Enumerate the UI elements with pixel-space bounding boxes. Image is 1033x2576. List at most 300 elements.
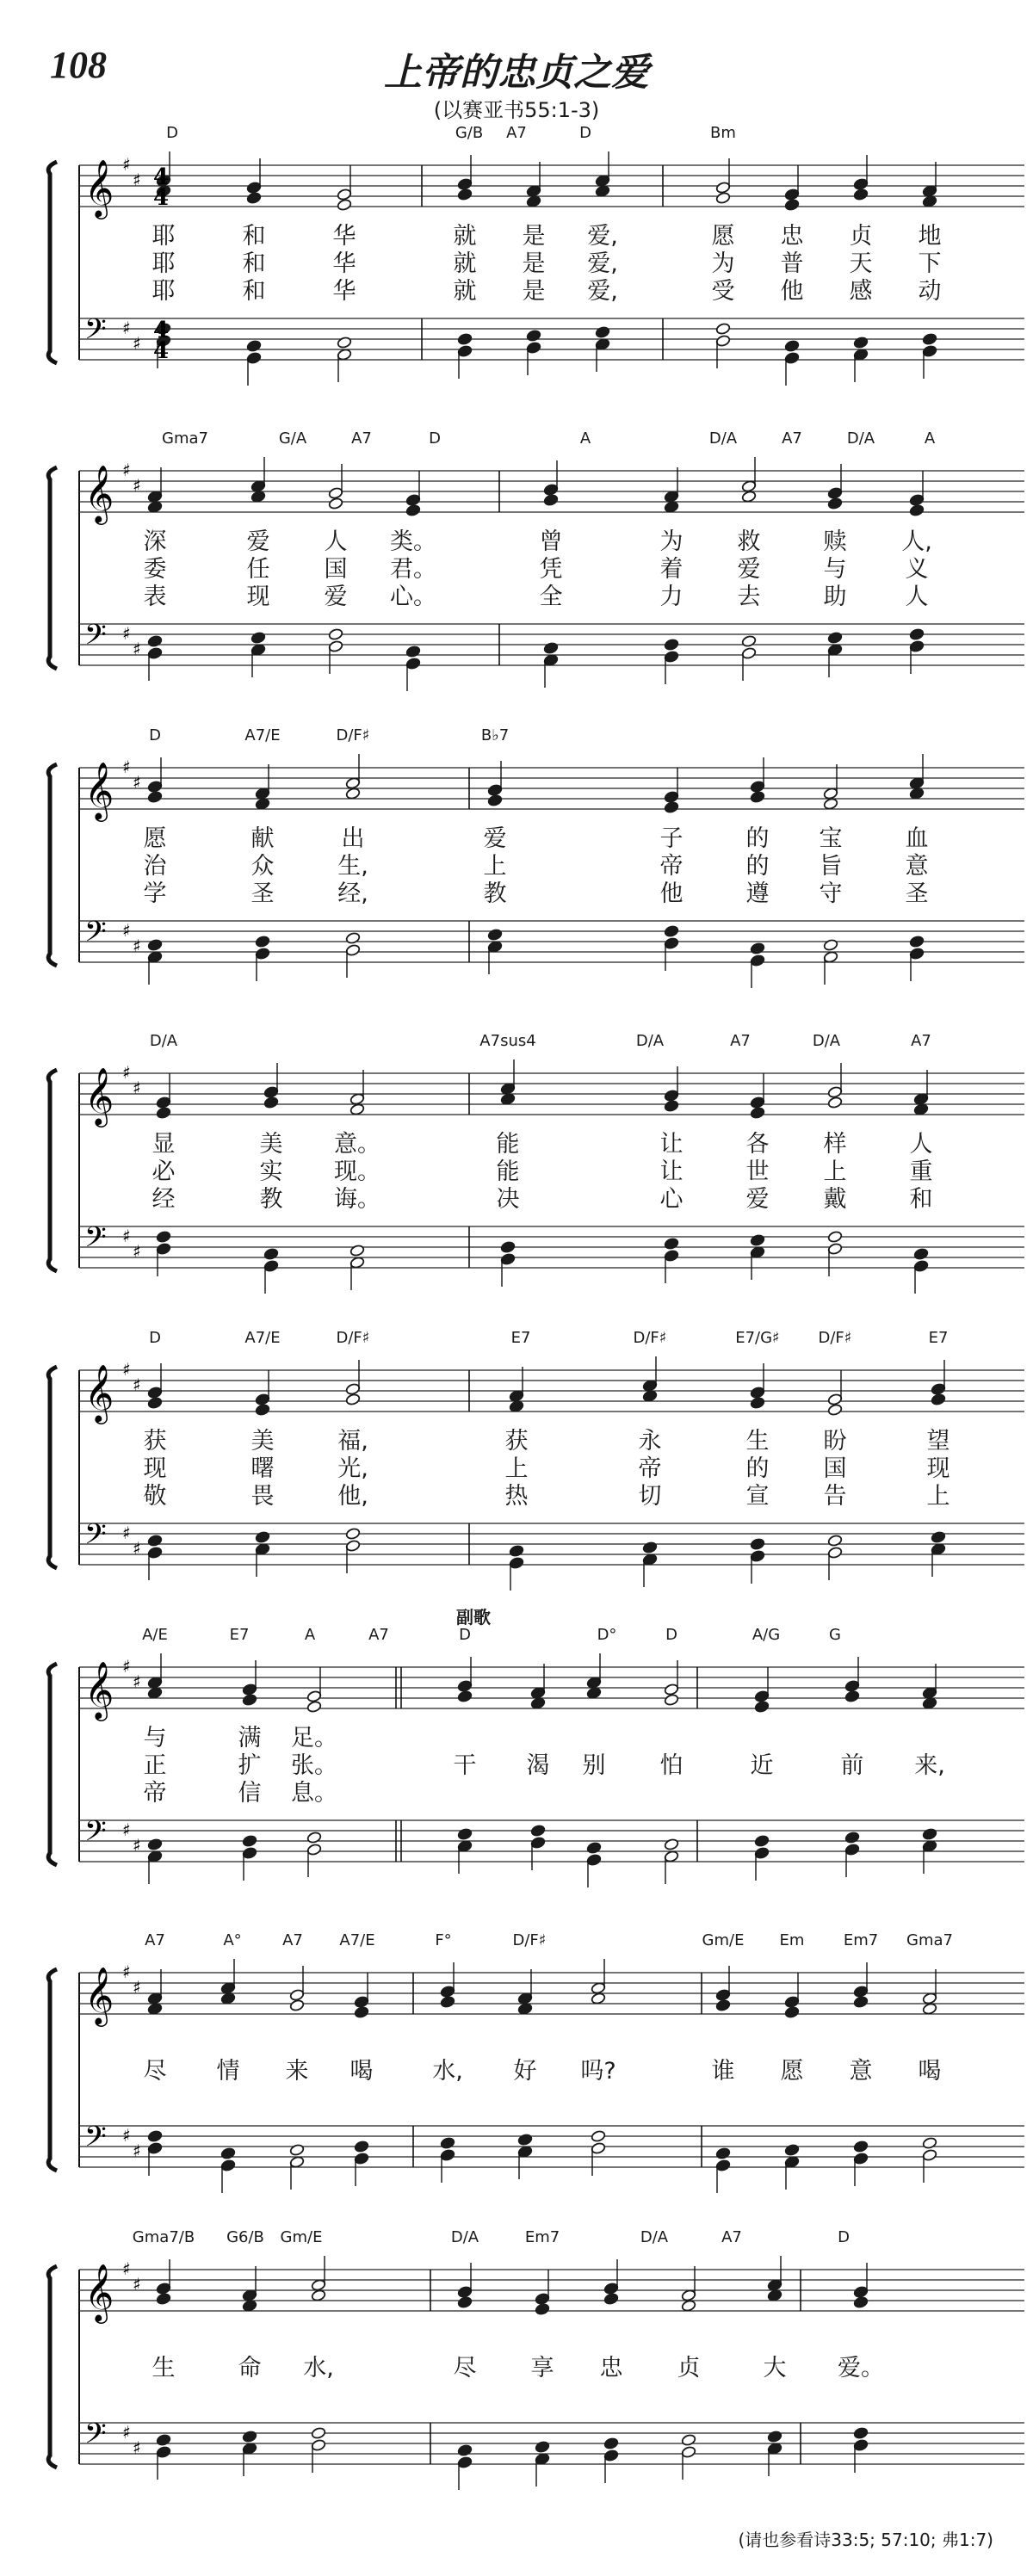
chord-symbol: B♭7: [480, 726, 510, 744]
bass-note: [242, 1835, 257, 1881]
lyric-verse-1: 爱,: [587, 223, 618, 250]
lyric-verse-3: 他: [780, 278, 804, 305]
bass-note: [147, 2130, 163, 2176]
lyric-verse-1: 命: [238, 2355, 262, 2381]
lyric-verse-1: 宝: [819, 825, 843, 852]
lyric-verse-2: 的: [745, 1455, 770, 1482]
lyric-verse-1: 让: [659, 1131, 684, 1158]
treble-staff: [79, 1356, 1024, 1416]
chord-symbol: A7: [782, 429, 802, 448]
chord-symbol: A7: [911, 1032, 931, 1050]
sharp-icon: ♯: [122, 1961, 131, 1982]
lyric-verse-3: 上: [926, 1483, 950, 1510]
bass-note: [242, 2431, 257, 2476]
lyric-verse-1: 吗?: [580, 2058, 616, 2085]
chord-symbol: G/A: [278, 429, 307, 448]
bass-note: [750, 1538, 765, 1584]
lyric-verse-3: 人: [905, 584, 929, 610]
lyric-verse-3: 遵: [745, 880, 770, 907]
treble-note: [345, 1360, 361, 1405]
lyric-verse-1: 喝: [918, 2058, 942, 2085]
chord-symbol: G/B: [455, 124, 484, 142]
treble-note: [543, 460, 559, 506]
treble-note: [827, 1370, 843, 1416]
lyric-verse-2: 华: [332, 250, 356, 277]
lyric-verse-2: 上: [483, 853, 507, 880]
bass-note: [440, 2137, 455, 2183]
bass-note: [509, 1545, 524, 1591]
chord-symbol: E7: [229, 1626, 250, 1644]
lyric-verse-2: 众: [251, 853, 275, 880]
sharp-icon: ♯: [133, 333, 141, 354]
bass-note: [853, 2427, 869, 2473]
lyric-verse-2: 任: [246, 556, 270, 583]
lyric-verse-1: 样: [823, 1131, 847, 1158]
lyric-verse-3: 受: [711, 278, 735, 305]
bass-note: [922, 1828, 937, 1874]
chord-symbol: A7: [368, 1626, 389, 1644]
treble-note: [147, 1653, 163, 1699]
bass-clef-icon: 𝄢: [84, 1221, 107, 1261]
bass-note: [337, 337, 352, 382]
lyric-verse-1: 尽: [453, 2355, 477, 2381]
chord-symbol: D: [665, 1626, 677, 1644]
lyric-verse-3: 感: [849, 278, 873, 305]
bass-note: [750, 1234, 765, 1280]
treble-note: [931, 1360, 946, 1405]
lyric-verse-2: 耶: [152, 250, 176, 277]
treble-note: [517, 1969, 533, 2015]
chord-symbol: D: [459, 1626, 471, 1644]
lyric-verse-1: 永: [638, 1428, 662, 1455]
sharp-icon: ♯: [133, 475, 141, 496]
lyric-verse-1: 获: [143, 1428, 167, 1455]
lyric-verse-1: 深: [143, 528, 167, 555]
lyric-verse-3: 和: [242, 278, 266, 305]
sharp-icon: ♯: [122, 623, 131, 644]
treble-note: [220, 1959, 236, 2005]
lyric-verse-2: 义: [905, 556, 929, 583]
treble-note: [642, 1356, 658, 1402]
hymn-number: 108: [50, 44, 107, 86]
treble-note: [405, 471, 421, 516]
bass-note: [784, 2144, 800, 2190]
treble-note: [750, 1073, 765, 1119]
sharp-icon: ♯: [122, 1226, 131, 1246]
bass-note: [517, 2134, 533, 2179]
lyric-verse-1: 大: [763, 2355, 787, 2381]
bass-note: [147, 1838, 163, 1884]
lyric-verse-1: 曾: [539, 528, 563, 555]
bass-note: [595, 326, 610, 372]
chord-symbol: D: [149, 726, 161, 744]
treble-staff: [79, 151, 1024, 211]
bass-note: [664, 1238, 679, 1283]
chord-symbol: D: [579, 124, 591, 142]
chord-symbol: A7: [721, 2228, 742, 2246]
bass-clef-icon: 𝄢: [84, 2121, 107, 2160]
sharp-icon: ♯: [122, 757, 131, 777]
chord-symbol: Gma7: [906, 1931, 953, 1949]
bass-staff: [79, 2423, 1024, 2490]
lyric-verse-1: 愿: [711, 223, 735, 250]
treble-note: [147, 1969, 163, 2015]
bass-note: [457, 2444, 473, 2490]
bass-clef-icon: 𝄢: [84, 916, 107, 955]
treble-staff: [79, 457, 1024, 516]
lyric-verse-3: 信: [238, 1780, 262, 1807]
lyric-verse-3: 表: [143, 584, 167, 610]
sharp-icon: ♯: [133, 1374, 141, 1395]
treble-note: [595, 151, 610, 197]
sharp-icon: ♯: [122, 1656, 131, 1677]
treble-staff: [79, 2256, 1024, 2315]
treble-note: [255, 1370, 270, 1416]
lyric-verse-1: 贞: [849, 223, 873, 250]
lyric-verse-3: 宣: [745, 1483, 770, 1510]
lyric-verse-2: 别: [582, 1752, 606, 1779]
chord-symbol: Gm/E: [702, 1931, 745, 1949]
lyric-verse-2: 上: [823, 1158, 847, 1185]
lyric-verse-2: 必: [152, 1158, 176, 1185]
bass-clef-icon: 𝄢: [84, 1518, 107, 1558]
sharp-icon: ♯: [133, 1671, 141, 1692]
bass-note: [754, 1835, 770, 1881]
bass-note: [345, 932, 361, 978]
treble-note: [922, 1664, 937, 1709]
treble-note: [922, 162, 937, 207]
lyric-verse-1: 地: [918, 223, 942, 250]
treble-note: [255, 764, 270, 810]
treble-note: [922, 1969, 937, 2015]
lyric-verse-3: 热: [504, 1483, 529, 1510]
chord-symbol: D/A: [812, 1032, 841, 1050]
chord-symbol: Gm/E: [280, 2228, 323, 2246]
chord-symbol: G6/B: [226, 2228, 264, 2246]
treble-staff: [79, 1653, 1024, 1713]
bass-note: [664, 639, 679, 684]
chord-symbol: Gma7/B: [132, 2228, 195, 2246]
bass-note: [354, 2140, 369, 2186]
treble-note: [767, 2256, 782, 2301]
bass-note: [251, 632, 266, 677]
sharp-icon: ♯: [122, 460, 131, 480]
lyric-verse-2: 来,: [914, 1752, 945, 1779]
chord-symbol: A7/E: [244, 726, 281, 744]
scripture-reference: (以赛亚书55:1-3): [433, 98, 600, 122]
lyric-verse-2: 光,: [337, 1455, 368, 1482]
treble-note: [526, 162, 541, 207]
bass-note: [767, 2431, 782, 2476]
music-system-3: [34, 723, 1024, 1020]
chord-symbol: D/F♯: [633, 1329, 667, 1347]
treble-staff: [79, 754, 1024, 813]
bass-note: [147, 635, 163, 681]
treble-clef-icon: 𝄞: [84, 464, 114, 522]
chord-symbol: D/A: [708, 429, 738, 448]
bass-note: [931, 1531, 946, 1577]
lyric-verse-2: 与: [823, 556, 847, 583]
treble-clef-icon: 𝄞: [84, 761, 114, 819]
lyric-verse-3: 爱: [324, 584, 348, 610]
lyric-verse-2: 曙: [251, 1455, 275, 1482]
chord-symbol: Bm: [710, 124, 736, 142]
lyric-verse-2: 近: [750, 1752, 774, 1779]
lyric-verse-2: 就: [453, 250, 477, 277]
bass-note: [255, 1531, 270, 1577]
treble-clef-icon: 𝄞: [84, 1660, 114, 1719]
chord-symbol: A: [304, 1626, 316, 1644]
system-bracket: [48, 1664, 57, 1865]
treble-note: [457, 1657, 473, 1702]
treble-note: [500, 1059, 516, 1105]
sharp-icon: ♯: [122, 2258, 131, 2279]
system-bracket: [48, 162, 57, 363]
lyric-verse-3: 教: [259, 1186, 283, 1213]
system-bracket: [48, 1070, 57, 1271]
lyric-verse-3: 畏: [251, 1483, 275, 1510]
lyric-verse-2: 正: [143, 1752, 167, 1779]
lyric-verse-3: 他,: [337, 1483, 368, 1510]
lyric-verse-2: 怕: [659, 1752, 684, 1779]
lyric-verse-3: 敬: [143, 1483, 167, 1510]
bass-note: [543, 642, 559, 688]
sharp-icon: ♯: [122, 1359, 131, 1380]
chord-symbol: A: [924, 429, 936, 448]
lyric-verse-2: 国: [823, 1455, 847, 1482]
bass-note: [306, 1832, 322, 1877]
chord-symbol: A7: [351, 429, 372, 448]
treble-note: [913, 1070, 929, 1115]
lyric-verse-2: 凭: [539, 556, 563, 583]
chord-symbol: Em7: [524, 2228, 560, 2246]
sharp-icon: ♯: [133, 2274, 141, 2295]
treble-clef-icon: 𝄞: [84, 1066, 114, 1125]
bass-note: [922, 333, 937, 379]
treble-note: [263, 1063, 279, 1109]
bass-note: [823, 939, 838, 985]
system-bracket: [48, 764, 57, 966]
chord-symbol: A/E: [142, 1626, 168, 1644]
lyric-verse-3: 华: [332, 278, 356, 305]
music-system-5: [34, 1325, 1024, 1622]
lyric-verse-1: 获: [504, 1428, 529, 1455]
bass-staff: [79, 1820, 1024, 1887]
lyric-verse-2: 委: [143, 556, 167, 583]
lyric-verse-1: 人: [909, 1131, 933, 1158]
bass-note: [909, 628, 925, 674]
bass-note: [853, 2140, 869, 2186]
chord-symbol: Em7: [843, 1931, 879, 1949]
chord-symbol: D/F♯: [336, 726, 370, 744]
bass-note: [909, 936, 925, 981]
treble-note: [147, 757, 163, 803]
bass-note: [741, 635, 757, 681]
lyric-verse-3: 是: [522, 278, 546, 305]
lyric-verse-2: 重: [909, 1158, 933, 1185]
bass-note: [526, 330, 541, 375]
sharp-icon: ♯: [133, 936, 141, 956]
lyric-verse-1: 救: [737, 528, 761, 555]
lyric-verse-3: 去: [737, 584, 761, 610]
bass-note: [681, 2434, 696, 2480]
lyric-verse-1: 显: [152, 1131, 176, 1158]
bass-note: [345, 1528, 361, 1573]
lyric-verse-1: 各: [745, 1131, 770, 1158]
treble-note: [354, 1973, 369, 2018]
lyric-verse-3: 动: [918, 278, 942, 305]
chord-symbol: E7: [510, 1329, 531, 1347]
treble-note: [509, 1367, 524, 1412]
lyric-verse-1: 赎: [823, 528, 847, 555]
lyric-verse-1: 来: [285, 2058, 309, 2085]
sharp-icon: ♯: [133, 1241, 141, 1262]
lyric-verse-3: 心: [659, 1186, 684, 1213]
lyric-verse-1: 望: [926, 1428, 950, 1455]
sharp-icon: ♯: [122, 1062, 131, 1083]
chord-symbol: D°: [597, 1626, 617, 1644]
lyric-verse-1: 足。: [291, 1725, 337, 1751]
bass-staff: [79, 921, 1024, 988]
bass-staff: [79, 318, 1024, 386]
lyric-verse-1: 类。: [390, 528, 436, 555]
treble-note: [664, 467, 679, 513]
lyric-verse-3: 守: [819, 880, 843, 907]
lyric-verse-2: 君。: [390, 556, 436, 583]
bass-note: [487, 929, 503, 974]
lyric-verse-1: 生: [152, 2355, 176, 2381]
sharp-icon: ♯: [122, 2422, 131, 2443]
lyric-verse-3: 爱,: [587, 278, 618, 305]
footer-note: (请也参看诗33:5; 57:10; 弗1:7): [738, 2530, 993, 2550]
lyric-verse-2: 干: [453, 1752, 477, 1779]
music-system-2: [34, 426, 1024, 723]
lyric-verse-3: 力: [659, 584, 684, 610]
lyric-verse-1: 能: [496, 1131, 520, 1158]
lyric-verse-1: 尽: [143, 2058, 167, 2085]
bass-note: [922, 2137, 937, 2183]
bass-note: [827, 1231, 843, 1276]
system-bracket: [48, 1969, 57, 2171]
lyric-verse-2: 为: [711, 250, 735, 277]
lyric-verse-1: 血: [905, 825, 929, 852]
treble-note: [909, 754, 925, 800]
chord-symbol: A7/E: [339, 1931, 375, 1949]
bass-note: [535, 2441, 550, 2486]
bass-note: [913, 1248, 929, 1294]
time-signature: 4: [153, 185, 170, 211]
bass-note: [405, 646, 421, 691]
lyric-verse-2: 国: [324, 556, 348, 583]
lyric-verse-2: 实: [259, 1158, 283, 1185]
chord-symbol: D: [429, 429, 441, 448]
lyric-verse-1: 耶: [152, 223, 176, 250]
chord-symbol: A7: [145, 1931, 165, 1949]
sharp-icon: ♯: [122, 154, 131, 175]
treble-note: [535, 2270, 550, 2315]
lyric-verse-3: 现: [246, 584, 270, 610]
treble-note: [784, 165, 800, 211]
time-signature: 4: [153, 338, 170, 364]
lyric-verse-1: 华: [332, 223, 356, 250]
lyric-verse-3: 他: [659, 880, 684, 907]
sharp-icon: ♯: [122, 920, 131, 941]
treble-clef-icon: 𝄞: [84, 1966, 114, 2024]
lyric-verse-2: 现: [926, 1455, 950, 1482]
bass-note: [147, 1535, 163, 1580]
bass-note: [457, 1828, 473, 1874]
lyric-verse-1: 享: [530, 2355, 554, 2381]
chord-symbol: D/F♯: [818, 1329, 852, 1347]
lyric-verse-1: 意。: [334, 1131, 380, 1158]
lyric-verse-3: 就: [453, 278, 477, 305]
chord-symbol: A: [579, 429, 591, 448]
chord-symbol: A7: [282, 1931, 303, 1949]
treble-note: [741, 457, 757, 503]
sharp-icon: ♯: [133, 2140, 141, 2161]
lyric-verse-3: 心。: [390, 584, 436, 610]
treble-note: [251, 457, 266, 503]
lyric-verse-3: 戴: [823, 1186, 847, 1213]
lyric-verse-2: 前: [840, 1752, 864, 1779]
chord-symbol: A7: [506, 124, 527, 142]
lyric-verse-1: 美: [251, 1428, 275, 1455]
bass-note: [586, 1842, 602, 1887]
chord-symbol: A°: [223, 1931, 242, 1949]
bass-note: [715, 323, 731, 368]
chord-symbol: A7sus4: [479, 1032, 536, 1050]
bass-note: [220, 2147, 236, 2193]
bass-note: [591, 2130, 606, 2176]
bass-note: [784, 340, 800, 386]
lyric-verse-2: 着: [659, 556, 684, 583]
lyric-verse-2: 普: [780, 250, 804, 277]
treble-note: [664, 768, 679, 813]
treble-note: [311, 2256, 326, 2301]
lyric-verse-1: 福,: [337, 1428, 368, 1455]
hymn-title: 上帝的忠贞之爱: [384, 51, 649, 95]
lyric-verse-3: 圣: [251, 880, 275, 907]
bass-note: [255, 936, 270, 981]
treble-note: [349, 1070, 365, 1115]
lyric-verse-2: 旨: [819, 853, 843, 880]
music-system-7: [34, 1928, 1024, 2225]
lyric-verse-3: 圣: [905, 880, 929, 907]
system-bracket: [48, 1367, 57, 1568]
bass-staff: [79, 1523, 1024, 1591]
lyric-verse-3: 决: [496, 1186, 520, 1213]
bass-note: [328, 628, 343, 674]
lyric-verse-3: 经: [152, 1186, 176, 1213]
treble-note: [147, 467, 163, 513]
lyric-verse-1: 谁: [711, 2058, 735, 2085]
treble-note: [823, 764, 838, 810]
treble-clef-icon: 𝄞: [84, 2263, 114, 2321]
sharp-icon: ♯: [133, 772, 141, 793]
bass-note: [664, 925, 679, 971]
sharp-icon: ♯: [133, 2437, 141, 2458]
lyric-verse-1: 生: [745, 1428, 770, 1455]
treble-note: [909, 471, 925, 516]
lyric-verse-1: 出: [341, 825, 365, 852]
lyric-verse-3: 和: [909, 1186, 933, 1213]
lyric-verse-2: 帝: [638, 1455, 662, 1482]
lyric-verse-2: 张。: [291, 1752, 337, 1779]
lyric-verse-1: 水,: [303, 2355, 334, 2381]
chord-symbol: D: [166, 124, 178, 142]
bass-clef-icon: 𝄢: [84, 313, 107, 353]
treble-note: [784, 1973, 800, 2018]
